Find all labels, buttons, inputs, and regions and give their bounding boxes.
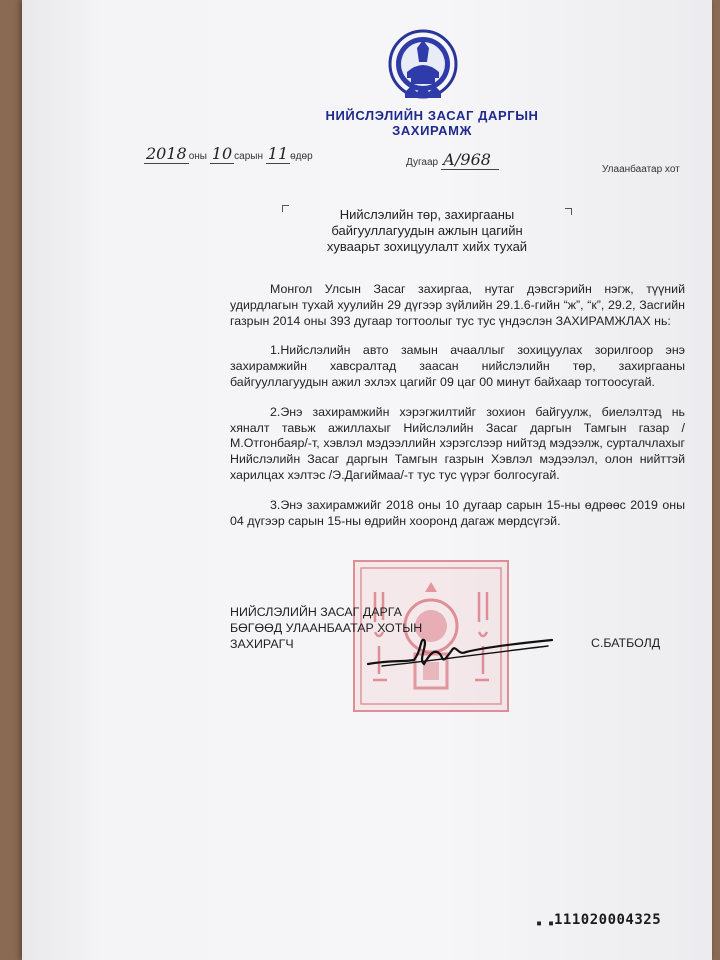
number-value: А/968 (441, 150, 499, 170)
handwritten-signature (362, 620, 562, 680)
subject-corner-right (565, 208, 572, 215)
issuer-name: НИЙСЛЭЛИЙН ЗАСАГ ДАРГЫН (325, 108, 539, 123)
date-month: 10 (211, 144, 233, 163)
signatory-title-line-2: БӨГӨӨД УЛААНБААТАР ХОТЫН (230, 621, 423, 635)
date-year: 2018 (146, 144, 187, 163)
document-subject (292, 207, 562, 255)
signer-name: С.БАТБОЛД (591, 636, 661, 650)
document-page (22, 0, 712, 960)
document-type: ЗАХИРАМЖ (392, 123, 472, 138)
subject-line-2: байгууллагуудын ажлын цагийн (331, 223, 523, 238)
number-label: Дугаар (406, 157, 439, 168)
subject-corner-left (282, 205, 289, 212)
clause-3: 3.Энэ захирамжийг 2018 оны 10 дугаар сарын 15-ны өдрөөс 2019 оны 04 дүгээр сарын 15-ны өдрийн хооронд дагаж мөрдсүгэй. (230, 497, 685, 528)
subject-line-3: хуваарьт зохицуулалт хийх тухай (326, 239, 528, 254)
date-line (144, 144, 313, 164)
clause-1: 1.Нийслэлийн авто замын ачааллыг зохицуулах зорилгоор энэ захирамжийн хавсралтад заасан нийслэлийн төр, захиргааны байгууллагуудын ажил эхлэх цагийг 09 цаг 00 минут байхаар тогтоосугай. (230, 343, 685, 389)
signatory-title-line-1: НИЙСЛЭЛИЙН ЗАСАГ ДАРГА (230, 605, 402, 619)
subject-line-1: Нийслэлийн төр, захиргааны (339, 207, 515, 222)
document-body (230, 282, 685, 543)
date-day-suffix: өдөр (290, 151, 313, 162)
serial-number: 111020004325 (554, 912, 662, 928)
signatory-title-line-3: ЗАХИРАГЧ (230, 637, 294, 651)
issuer-heading (252, 108, 612, 138)
date-month-suffix: сарын (234, 151, 263, 162)
date-year-suffix: оны (188, 151, 207, 162)
state-emblem-icon (387, 28, 459, 104)
serial-marks: ▪ ▪ (536, 918, 555, 929)
preamble-paragraph: Монгол Улсын Засаг захиргаа, нутаг дэвсгэрийн нэгж, түүний удирдлагын тухай хуулийн 29 дүгээр зүйлийн 29.1.6-гийн “ж”, “к”, 29.2, Засгийн газрын 2014 оны 393 дугаар тогтоолыг тус тус үндэслэн ЗАХИРАМЖЛАХ нь: (230, 282, 685, 328)
city-name: Улаанбаатар хот (602, 164, 680, 175)
document-number (406, 150, 499, 169)
date-day: 11 (267, 144, 289, 163)
clause-2: 2.Энэ захирамжийн хэрэгжилтийг зохион байгуулж, биелэлтэд нь хяналт тавьж ажиллахыг Нийслэлийн Засаг даргын Тамгын газар /М.Отгонбаяр/-т, хэвлэл мэдээллийн хэрэгслээр нийтэд мэдээлж, сурталчлахыг Нийслэлийн Засаг даргын Тамгын газрын Хэвлэл мэдээлэл, олон нийттэй харилцах хэлтэс /Э.Дагиймаа/-т тус тус үүрэг болгосугай. (230, 404, 685, 482)
